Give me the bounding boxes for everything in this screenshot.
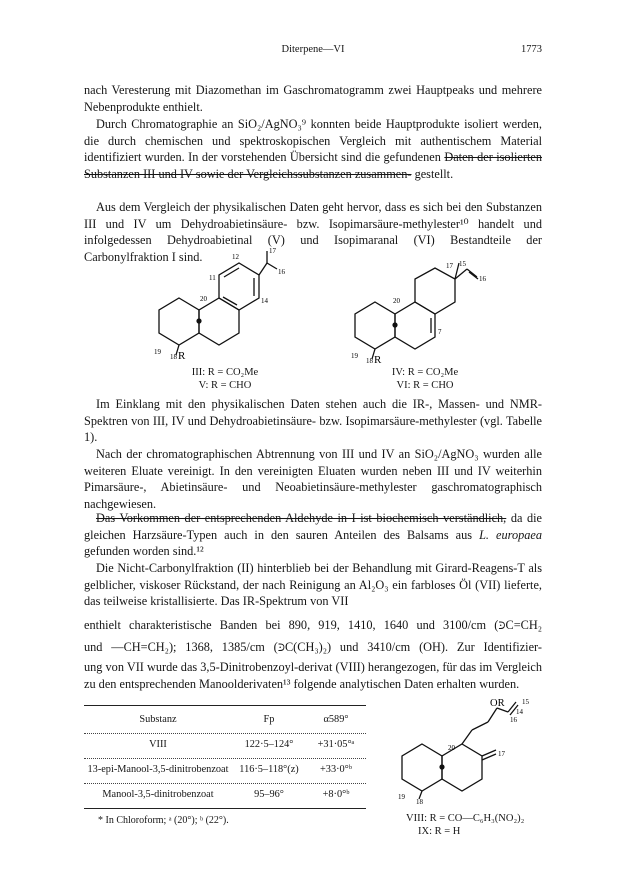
caption-line-1: IV: R = CO₂Me	[391, 367, 459, 378]
table-header-row	[84, 708, 366, 733]
ring-a	[355, 302, 395, 349]
cell-fp: 116·5–118°(z)	[239, 764, 299, 775]
table-row-rule	[84, 758, 366, 759]
structure-manool	[398, 698, 558, 808]
atom-label-17: 17	[498, 750, 505, 758]
paragraph-5: Nach der chromatographischen Abtrennung von III und IV an SiO₂/AgNO₃ wurden alle weiteren Eluate vereinigt. In den vereinigten Eluaten wurden neben III und IV weiterhin Pimarsäure-, Abietinsäure- und Neoabietinsäure-methylester gaschromatographisch nachgewiesen.	[84, 447, 542, 511]
paragraph-7b: enthielt charakteristische Banden bei 890, 919, 1410, 1640 und 3100/cm (⪾C=CH₂	[84, 618, 542, 632]
atom-label-15: 15	[459, 260, 466, 268]
structure-dehydroabietane	[150, 247, 300, 380]
cell-fp: 122·5–124°	[244, 739, 294, 750]
cell-rotation: +8·0°ᵇ	[322, 789, 350, 800]
paragraph-1: nach Veresterung mit Diazomethan im Gaschromatogramm zwei Hauptpeaks und mehrere Nebenprodukte enthielt.	[84, 83, 542, 114]
table-footnote: * In Chloroform; ᵃ (20°); ᵇ (22°).	[98, 815, 229, 826]
paragraph-7c: und —CH=CH₂); 1368, 1385/cm (⪾C(CH₃)₂) und 3410/cm (OH). Zur Identifizier-	[84, 640, 542, 654]
ring-c-aromatic	[219, 263, 259, 310]
paragraph-2-text: Durch Chromatographie an SiO₂/AgNO₃⁹ konnten beide Hauptprodukte isoliert werden, die durch chemischen und spektroskopischen Vergleich mit authentischem Material identifiziert wurden. In der vorstehenden Übersicht sind die gefundenen	[84, 117, 542, 165]
ring-a	[159, 298, 199, 345]
cell-rotation: +31·05°ᵃ	[317, 739, 355, 750]
ring-a	[402, 744, 442, 791]
structure-right-caption	[355, 366, 495, 392]
cell-substance: Manool-3,5-dinitrobenzoat	[102, 789, 214, 800]
atom-label-18: 18	[416, 798, 423, 806]
atom-label-12: 12	[232, 253, 239, 261]
paragraph-7a: Die Nicht-Carbonylfraktion (II) hinterblieb bei der Behandlung mit Girard-Reagens-T als gelblicher, viskoser Rückstand, der nach Reinigung an Al₂O₃ ein farbloses Öl (VII) lieferte, das teilweise kristallisierte. Das IR-Spektrum von VII	[84, 561, 542, 609]
atom-label-18: 18	[366, 357, 373, 365]
atom-label-19: 19	[351, 352, 358, 360]
cell-rotation: +33·0°ᵇ	[320, 764, 352, 775]
atom-label-16: 16	[479, 275, 486, 283]
table-row	[84, 783, 366, 808]
caption-line-1: VIII: R = CO—C₆H₃(NO₂)₂	[406, 813, 525, 824]
paragraph-6-struck-line: Das Vorkommen der entsprechenden Aldehyde in I ist biochemisch verständlich,	[96, 511, 507, 525]
caption-line-1: III: R = CO₂Me	[191, 367, 259, 378]
paragraph-2	[84, 116, 542, 182]
structure-left-caption	[155, 366, 295, 392]
table-top-rule	[84, 705, 366, 706]
caption-line-2: V: R = CHO	[198, 380, 252, 391]
atom-label-16: 16	[510, 716, 517, 724]
col-header-substance: Substanz	[139, 714, 177, 725]
paragraph-2-end: gestellt.	[414, 166, 454, 181]
atom-label-14: 14	[261, 297, 268, 305]
paragraph-3: Aus dem Vergleich der physikalischen Daten geht hervor, dass es sich bei den Substanzen III und IV um Dehydroabietinsäure- bzw. Isopimarsäure-methylester¹⁰ handelt und infolgedessen Dehydroabietinal (V) und Isopimaranal (VI) Bestandteile der Carbonylfraktion I sind.	[84, 200, 542, 264]
table-bottom-rule	[84, 808, 366, 809]
cell-substance: VIII	[149, 739, 167, 750]
atom-label-16: 16	[278, 268, 285, 276]
caption-line-2: IX: R = H	[418, 826, 461, 837]
atom-label-11: 11	[209, 274, 216, 282]
caption-line-2: VI: R = CHO	[396, 380, 454, 391]
paragraph-2-struck-line: Daten der isolierten Substanzen III und IV sowie der Vergleichssubstanzen zusammen-	[84, 150, 542, 181]
atom-label-14: 14	[516, 708, 523, 716]
species-name: L. europaea	[479, 527, 542, 542]
paragraph-7d: ung von VII wurde das 3,5-Dinitrobenzoyl-derivat (VIII) herangezogen, für das im Vergleich zu den entsprechenden Manoolderivaten¹³ folgende analytischen Daten erhalten wurden.	[84, 660, 542, 691]
ring-c	[415, 268, 455, 314]
table-row	[84, 758, 366, 783]
col-header-rotation: α589°	[323, 714, 349, 725]
ring-b	[395, 302, 435, 349]
table-row	[84, 733, 366, 758]
atom-label-18: 18	[170, 353, 177, 361]
table-header-rule	[84, 733, 366, 734]
atom-label-19: 19	[154, 348, 161, 356]
atom-label-20: 20	[200, 295, 207, 303]
table-row-rule	[84, 783, 366, 784]
r-group-label: R	[178, 350, 186, 362]
atom-label-19: 19	[398, 793, 405, 801]
cell-fp: 95–96°	[254, 789, 284, 800]
r-group-label: R	[374, 354, 382, 366]
paragraph-6-text: da die gleichen Harzsäure-Typen auch in den sauren Anteilen des Balsams aus	[84, 511, 542, 542]
structure-viii-caption	[406, 812, 566, 838]
paragraph-6	[84, 510, 542, 560]
col-header-fp: Fp	[263, 714, 275, 725]
paragraph-6-end: gefunden worden sind.¹²	[84, 544, 204, 559]
running-title: Diterpene—VI	[281, 44, 345, 55]
atom-label-20: 20	[448, 744, 455, 752]
page-number: 1773	[521, 44, 542, 55]
atom-label-20: 20	[393, 297, 400, 305]
atom-label-15: 15	[522, 698, 529, 706]
atom-label-7: 7	[438, 328, 442, 336]
or-group-label: OR	[490, 698, 505, 709]
cell-substance: 13-epi-Manool-3,5-dinitrobenzoat	[87, 764, 229, 775]
atom-label-17: 17	[269, 247, 276, 255]
paragraph-4: Im Einklang mit den physikalischen Daten stehen auch die IR-, Massen- und NMR-Spektren von III, IV und Dehydroabietinsäure- bzw. Isopimarsäure-methylester (vgl. Tabelle 1).	[84, 397, 542, 445]
running-header	[84, 44, 542, 60]
atom-label-17: 17	[446, 262, 453, 270]
ring-b	[199, 298, 239, 345]
isopropyl-bond	[259, 263, 267, 275]
